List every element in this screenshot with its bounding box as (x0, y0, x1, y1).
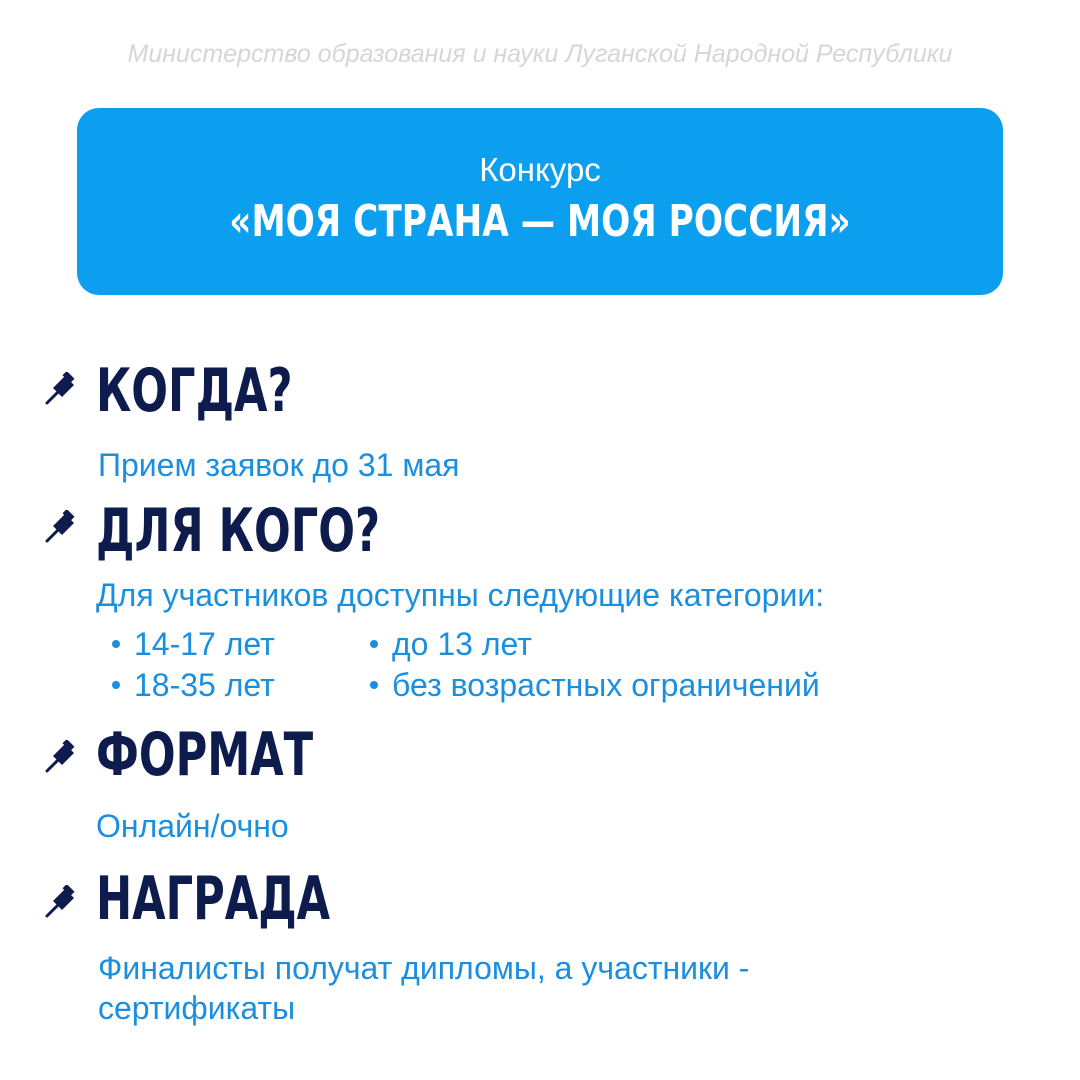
text-for-whom: Для участников доступны следующие категории: (96, 577, 825, 613)
list-item: без возрастных ограничений (370, 665, 820, 705)
text-when: Прием заявок до 31 мая (98, 447, 460, 483)
pushpin-icon (44, 510, 78, 544)
heading-award: НАГРАДА (96, 864, 331, 934)
list-item: 14-17 лет (112, 624, 275, 664)
list-item: 18-35 лет (112, 665, 275, 705)
heading-when: КОГДА? (96, 356, 293, 426)
banner-title: «МОЯ СТРАНА — МОЯ РОССИЯ» (229, 196, 851, 247)
text-format: Онлайн/очно (96, 808, 289, 844)
contest-banner (77, 108, 1003, 295)
ministry-caption: Министерство образования и науки Луганской Народной Республики (127, 40, 953, 68)
text-award-line1: Финалисты получат дипломы, а участники - (98, 950, 750, 986)
banner-subtitle: Конкурс (479, 151, 601, 188)
text-award-line2: сертификаты (98, 990, 296, 1026)
heading-for-whom: ДЛЯ КОГО? (96, 496, 381, 566)
pushpin-icon (44, 372, 78, 406)
heading-format: ФОРМАТ (96, 720, 314, 790)
pushpin-icon (44, 885, 78, 919)
pushpin-icon (44, 740, 78, 774)
list-item: до 13 лет (370, 624, 532, 664)
